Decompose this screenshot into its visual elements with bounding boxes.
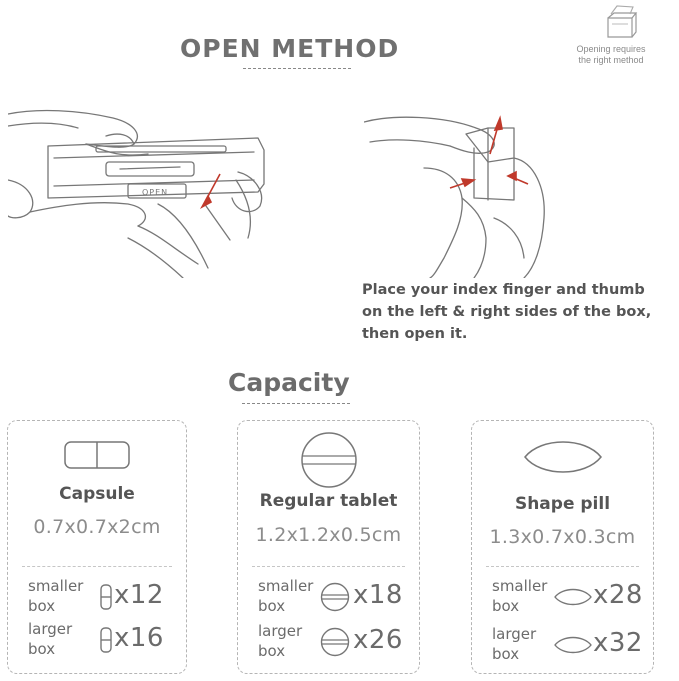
larger-label-line-1: larger [258,622,303,640]
larger-box-label [258,621,328,661]
capacity-title: Capacity [228,368,350,397]
oval-pill-icon [523,435,603,479]
regular-tablet-card [237,420,420,674]
smaller-label-line-1: smaller [258,577,314,595]
smaller-label-line-2: box [492,597,520,615]
capsule-card [7,420,187,674]
oval-pill-mini-icon [554,634,592,656]
smaller-label-line-1: smaller [28,577,84,595]
round-tablet-mini-icon [320,627,350,657]
capsule-icon [64,441,130,469]
larger-label-line-1: larger [492,625,537,643]
pill-box-icon [603,4,639,42]
smaller-label-line-1: smaller [492,577,548,595]
smaller-box-label [28,576,98,616]
larger-box-label [492,624,562,664]
smaller-box-label [258,576,328,616]
instruction-line-1: Place your index finger and thumb [362,282,645,298]
open-method-title: OPEN METHOD [180,34,400,63]
capsule-mini-icon [100,627,112,653]
shape-pill-smaller-count: x28 [593,580,643,610]
opening-instruction [362,279,679,345]
smaller-label-line-2: box [28,597,56,615]
regular-tablet-dimensions: 1.2x1.2x0.5cm [255,524,402,546]
capsule-name: Capsule [59,484,135,504]
hands-lifting-lid-illustration [364,108,560,278]
regular-tablet-name: Regular tablet [259,491,398,511]
larger-label-line-2: box [28,640,56,658]
round-tablet-icon [300,431,358,489]
hands-sliding-open-illustration [8,88,270,278]
regular-tablet-larger-box-row [258,621,413,663]
shape-pill-larger-count: x32 [593,628,643,658]
smaller-label-line-2: box [258,597,286,615]
shape-pill-larger-box-row [492,624,647,666]
capsule-divider [22,566,172,567]
capsule-larger-box-row [28,619,180,661]
smaller-box-label [492,576,562,616]
box-open-label: OPEN [142,188,169,197]
shape-pill-name: Shape pill [514,494,611,514]
shape-pill-smaller-box-row [492,576,647,618]
larger-label-line-2: box [258,642,286,660]
opening-note [556,44,666,66]
oval-pill-mini-icon [554,586,592,608]
capsule-smaller-box-row [28,576,180,618]
larger-label-line-1: larger [28,620,73,638]
capsule-mini-icon [100,584,112,610]
shape-pill-divider [486,566,639,567]
shape-pill-dimensions: 1.3x0.7x0.3cm [489,526,636,548]
opening-note-line-1: Opening requires [576,44,646,54]
capacity-underline [242,403,350,404]
regular-tablet-smaller-count: x18 [353,580,403,610]
shape-pill-card [471,420,654,674]
opening-note-line-2: the right method [578,55,644,65]
regular-tablet-smaller-box-row [258,576,413,618]
larger-label-line-2: box [492,645,520,663]
open-method-underline [243,68,351,69]
instruction-line-2: on the left & right sides of the box, [362,304,652,320]
round-tablet-mini-icon [320,582,350,612]
capsule-larger-count: x16 [114,623,164,653]
capsule-dimensions: 0.7x0.7x2cm [33,516,161,538]
regular-tablet-divider [252,566,405,567]
capsule-smaller-count: x12 [114,580,164,610]
larger-box-label [28,619,98,659]
instruction-line-3: then open it. [362,326,468,342]
regular-tablet-larger-count: x26 [353,625,403,655]
